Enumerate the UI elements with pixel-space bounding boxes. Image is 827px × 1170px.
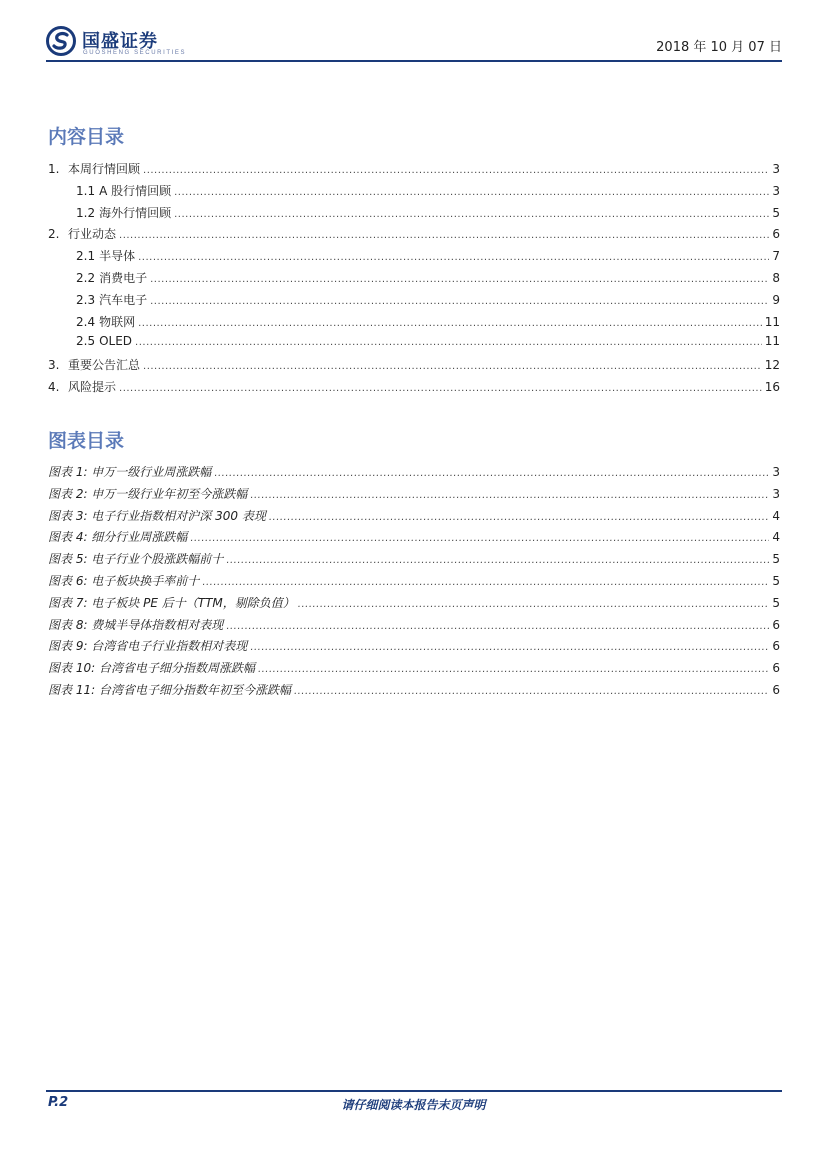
chart-entry-page: 5 [772,573,780,588]
dot-leader [119,383,762,394]
chart-entry-page: 4 [772,508,780,523]
report-date: 2018 年 10 月 07 日 [656,40,782,55]
toc-entry-label [48,356,140,373]
toc-entry-number: 1.1 [76,183,96,198]
toc-entry-number: 2.5 [76,334,96,349]
toc-entry-number: 3. [48,358,60,373]
chart-toc-entry[interactable] [48,463,780,485]
toc-entry[interactable] [48,182,780,204]
toc-entry-page: 7 [772,249,780,264]
chart-entry-page: 3 [772,465,780,479]
dot-leader [190,533,769,544]
toc-entry-label [76,204,171,221]
toc-entry-number: 1.2 [76,205,96,220]
toc-entry-label [48,378,116,395]
dot-leader [294,686,769,697]
toc-entry-number: 2.3 [76,292,96,307]
toc-entry-number: 2.4 [76,314,96,329]
chart-toc-entry[interactable] [48,550,780,572]
toc-entry-text: 半导体 [99,249,136,264]
chart-entry-label: 图表 3: 电子行业指数相对沪深 300 表现 [48,508,266,523]
chart-entry-page: 4 [772,530,780,545]
chart-entry-page: 5 [772,595,780,610]
charts-list [48,463,780,703]
dot-leader [202,577,769,588]
chart-entry-label: 图表 1: 申万一级行业周涨跌幅 [48,465,212,479]
chart-entry-label: 图表 6: 电子板块换手率前十 [48,573,200,588]
toc-entry-label [76,291,147,308]
dot-leader [174,209,769,220]
toc-entry[interactable] [48,269,780,291]
chart-entry-label: 图表 8: 费城半导体指数相对表现 [48,617,224,632]
chart-entry-label: 图表 10: 台湾省电子细分指数周涨跌幅 [48,661,255,676]
page-number: P.2 [48,1095,69,1110]
dot-leader [250,642,769,653]
toc-entry[interactable] [48,313,780,335]
dot-leader [135,337,762,348]
toc-entry-number: 1. [48,162,60,176]
toc-entry-number: 2.1 [76,249,96,264]
toc-entry-text: 风险提示 [68,379,117,394]
charts-title: 图表目录 [48,430,125,452]
disclaimer-note: 请仔细阅读本报告末页声明 [341,1098,486,1112]
chart-toc-entry[interactable] [48,616,780,638]
toc-entry[interactable] [48,247,780,269]
toc-entry-text: 消费电子 [99,270,148,285]
toc-entry-number: 2. [48,227,60,242]
chart-toc-entry[interactable] [48,507,780,529]
toc-entry-label [76,334,132,348]
logo-text: 国盛证券 [82,31,158,52]
contents-title: 内容目录 [48,126,125,148]
dot-leader [119,230,769,241]
toc-entry-text: 本周行情回顾 [68,162,141,176]
chart-toc-entry[interactable] [48,594,780,616]
chart-entry-page: 3 [772,486,780,501]
toc-entry-text: OLED [99,334,133,349]
toc-entry-page: 8 [772,270,780,285]
logo-subtext: GUOSHENG SECURITIES [83,50,187,56]
chart-entry-page: 6 [772,682,780,697]
toc-entry-page: 11 [764,334,780,349]
toc-entry[interactable] [48,334,780,356]
chart-entry-page: 5 [772,552,780,567]
chart-toc-entry[interactable] [48,485,780,507]
chart-entry-label: 图表 2: 申万一级行业年初至今涨跌幅 [48,486,248,501]
toc-entry-label [76,269,147,286]
dot-leader [174,187,769,198]
dot-leader [298,599,770,610]
toc-entry-label [48,225,116,242]
chart-toc-entry[interactable] [48,659,780,681]
toc-entry-text: 行业动态 [68,227,117,242]
chart-entry-label: 图表 7: 电子板块 PE 后十（TTM，剔除负值） [48,595,295,610]
toc-entry-text: 海外行情回顾 [99,205,172,220]
chart-toc-entry[interactable] [48,681,780,703]
chart-entry-page: 6 [772,639,780,654]
dot-leader [269,512,770,523]
page-header [46,24,782,62]
dot-leader [250,490,769,501]
toc-entry-page: 3 [772,183,780,198]
toc-entry-page: 12 [764,358,780,373]
dot-leader [143,361,762,372]
toc-entry-text: 汽车电子 [99,292,148,307]
toc-entry[interactable] [48,378,780,400]
dot-leader [138,252,769,263]
toc-entry-page: 3 [772,162,780,176]
guosheng-logo-icon [46,26,76,56]
toc-entry-text: 重要公告汇总 [68,358,141,373]
toc-entry[interactable] [48,356,780,378]
toc-entry-number: 2.2 [76,270,96,285]
toc-entry-page: 6 [772,227,780,242]
toc-entry[interactable] [48,291,780,313]
toc-entry-label [76,182,171,199]
chart-entry-page: 6 [772,617,780,632]
dot-leader [143,165,769,176]
chart-entry-label: 图表 11: 台湾省电子细分指数年初至今涨跌幅 [48,682,291,697]
chart-entry-label: 图表 9: 台湾省电子行业指数相对表现 [48,639,248,654]
chart-entry-page: 6 [772,661,780,676]
toc-entry-page: 5 [772,205,780,220]
chart-toc-entry[interactable] [48,528,780,550]
chart-entry-label: 图表 4: 细分行业周涨跌幅 [48,530,188,545]
footer-divider [46,1090,782,1092]
toc-entry-number: 4. [48,379,60,394]
dot-leader [138,318,762,329]
toc-entry-text: 物联网 [99,314,136,329]
toc-entry-label [76,313,135,330]
chart-toc-entry[interactable] [48,572,780,594]
toc-entry[interactable] [48,204,780,226]
dot-leader [150,296,769,307]
toc-entry-label [76,247,135,264]
header-divider [46,60,782,62]
dot-leader [258,664,769,675]
toc-entry-text: A 股行情回顾 [99,183,172,198]
toc-entry-page: 16 [764,379,780,394]
dot-leader [150,274,769,285]
toc-entry-page: 9 [772,292,780,307]
contents-list [48,160,780,400]
toc-entry[interactable] [48,225,780,247]
chart-entry-label: 图表 5: 电子行业个股涨跌幅前十 [48,552,224,567]
dot-leader [226,555,769,566]
toc-entry-label [48,160,140,177]
toc-entry[interactable] [48,160,780,182]
chart-toc-entry[interactable] [48,637,780,659]
toc-entry-page: 11 [764,314,780,329]
dot-leader [226,621,769,632]
dot-leader [214,468,769,479]
